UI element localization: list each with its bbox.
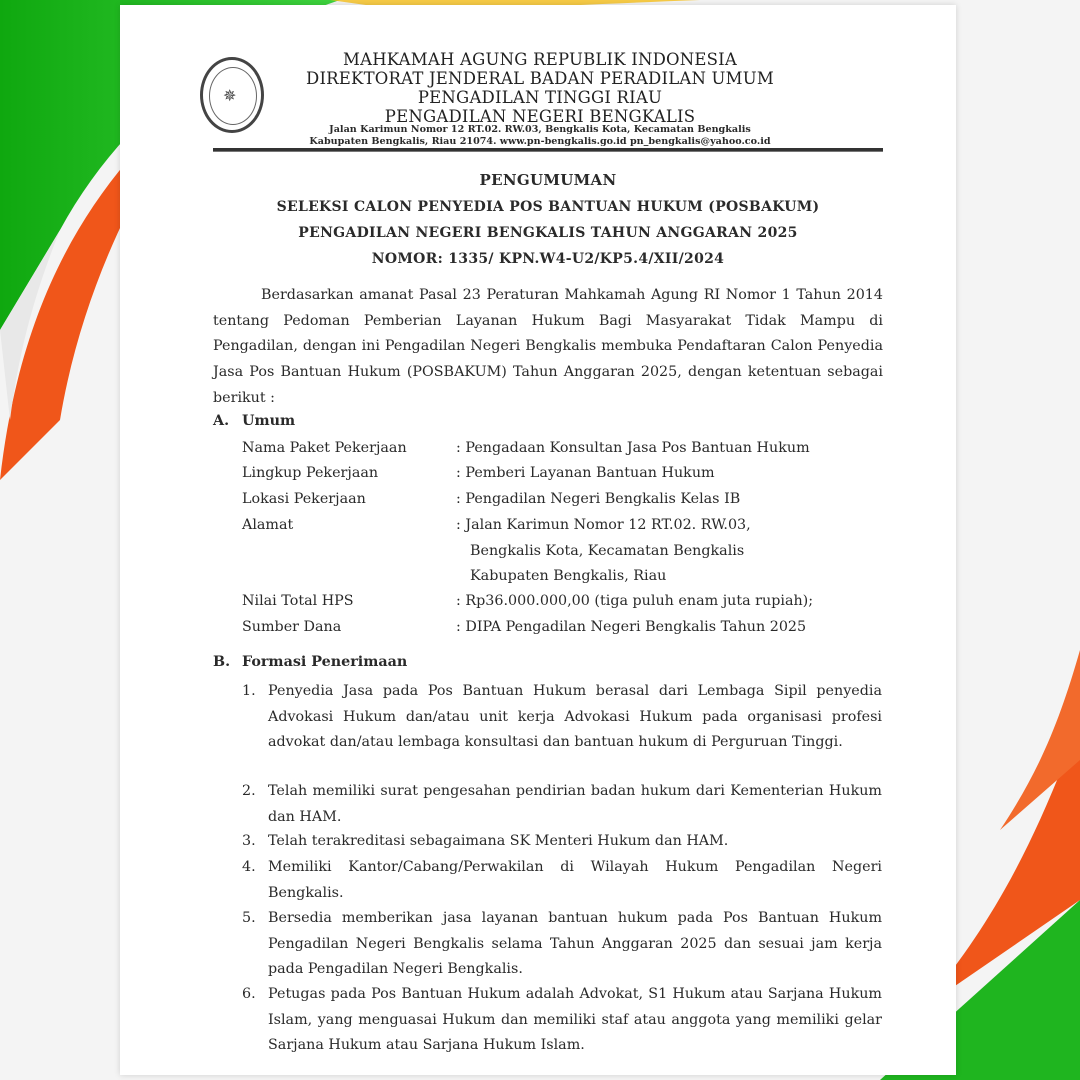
item-text: Telah memiliki surat pengesahan pendirian badan hukum dari Kementerian Hukum dan HAM. <box>268 783 882 825</box>
header-line-1: MAHKAMAH AGUNG REPUBLIK INDONESIA <box>343 50 737 69</box>
info-row <box>242 487 882 513</box>
item-number: 5. <box>242 910 256 926</box>
info-row <box>242 589 882 615</box>
info-label: Sumber Dana <box>242 619 342 635</box>
subtitle-1: SELEKSI CALON PENYEDIA POS BANTUAN HUKUM (POSBAKUM) <box>276 199 820 215</box>
info-value: : Rp36.000.000,00 (tiga puluh enam juta rupiah); <box>456 593 814 609</box>
item-text: Memiliki Kantor/Cabang/Perwakilan di Wilayah Hukum Pengadilan Negeri Bengkalis. <box>268 859 882 901</box>
info-value: : Pengadaan Konsultan Jasa Pos Bantuan Hukum <box>456 440 810 456</box>
header-line-3: PENGADILAN TINGGI RIAU <box>417 88 663 107</box>
info-row <box>242 436 882 462</box>
doc-number: NOMOR: 1335/ KPN.W4-U2/KP5.4/XII/2024 <box>371 251 725 267</box>
intro-paragraph: Berdasarkan amanat Pasal 23 Peraturan Mahkamah Agung RI Nomor 1 Tahun 2014 tentang Pedoman Pemberian Layanan Hukum Bagi Masyarakat Tidak Mampu di Pengadilan, dengan ini Pengadilan Negeri Bengkalis membuka Pendaftaran Calon Penyedia Jasa Pos Bantuan Hukum (POSBAKUM) Tahun Anggaran 2025, dengan ketentuan sebagai berikut : <box>213 287 883 406</box>
info-row <box>242 513 882 590</box>
info-value: : Jalan Karimun Nomor 12 RT.02. RW.03, Bengkalis Kota, Kecamatan Bengkalis Kabupaten Bengkalis, Riau <box>456 517 751 585</box>
requirement-item <box>242 779 882 830</box>
item-text: Bersedia memberikan jasa layanan bantuan hukum pada Pos Bantuan Hukum Pengadilan Negeri Bengkalis selama Tahun Anggaran 2025 dan sesuai jam kerja pada Pengadilan Negeri Bengkalis. <box>268 910 882 977</box>
court-logo: ✵ <box>200 57 264 133</box>
item-number: 1. <box>242 683 256 699</box>
info-value-cont: Kabupaten Bengkalis, Riau <box>470 568 667 585</box>
section-a-heading: A. Umum <box>213 413 296 429</box>
info-value: : DIPA Pengadilan Negeri Bengkalis Tahun 2025 <box>456 619 807 635</box>
info-label: Alamat <box>242 517 294 533</box>
info-label: Nama Paket Pekerjaan <box>242 440 407 456</box>
item-text: Petugas pada Pos Bantuan Hukum adalah Advokat, S1 Hukum atau Sarjana Hukum Islam, yang menguasai Hukum dan memiliki staf atau anggota yang memiliki gelar Sarjana Hukum atau Sarjana Hukum Islam. <box>268 986 882 1053</box>
requirement-item <box>242 829 882 855</box>
info-label: Lingkup Pekerjaan <box>242 465 379 481</box>
requirement-item <box>242 906 882 983</box>
doc-title: PENGUMUMAN <box>479 171 617 189</box>
info-value: : Pemberi Layanan Bantuan Hukum <box>456 465 715 481</box>
requirement-item <box>242 982 882 1059</box>
header-line-4: PENGADILAN NEGERI BENGKALIS <box>384 107 696 126</box>
address-line-2: Kabupaten Bengkalis, Riau 21074. www.pn-bengkalis.go.id pn_bengkalis@yahoo.co.id <box>309 136 771 147</box>
info-label: Nilai Total HPS <box>242 593 354 609</box>
subtitle-2: PENGADILAN NEGERI BENGKALIS TAHUN ANGGARAN 2025 <box>298 225 798 241</box>
address-line-1: Jalan Karimun Nomor 12 RT.02. RW.03, Bengkalis Kota, Kecamatan Bengkalis <box>329 124 751 135</box>
header-divider <box>213 148 883 152</box>
info-row <box>242 615 882 641</box>
section-b-heading: B. Formasi Penerimaan <box>213 654 408 670</box>
item-text: Penyedia Jasa pada Pos Bantuan Hukum berasal dari Lembaga Sipil penyedia Advokasi Hukum dan/atau unit kerja Advokasi Hukum pada organisasi profesi advokat dan/atau lembaga konsultasi dan bantuan hukum di Perguruan Tinggi. <box>268 683 882 750</box>
item-number: 4. <box>242 859 256 875</box>
header-line-2: DIREKTORAT JENDERAL BADAN PERADILAN UMUM <box>306 69 774 88</box>
info-value-cont: Bengkalis Kota, Kecamatan Bengkalis <box>470 542 745 559</box>
requirement-item <box>242 855 882 906</box>
item-number: 3. <box>242 833 256 849</box>
info-label: Lokasi Pekerjaan <box>242 491 366 507</box>
item-text: Telah terakreditasi sebagaimana SK Menteri Hukum dan HAM. <box>268 833 729 849</box>
info-value: : Pengadilan Negeri Bengkalis Kelas IB <box>456 491 741 507</box>
item-number: 2. <box>242 783 256 799</box>
item-number: 6. <box>242 986 256 1002</box>
requirement-item <box>242 679 882 756</box>
info-row <box>242 461 882 487</box>
